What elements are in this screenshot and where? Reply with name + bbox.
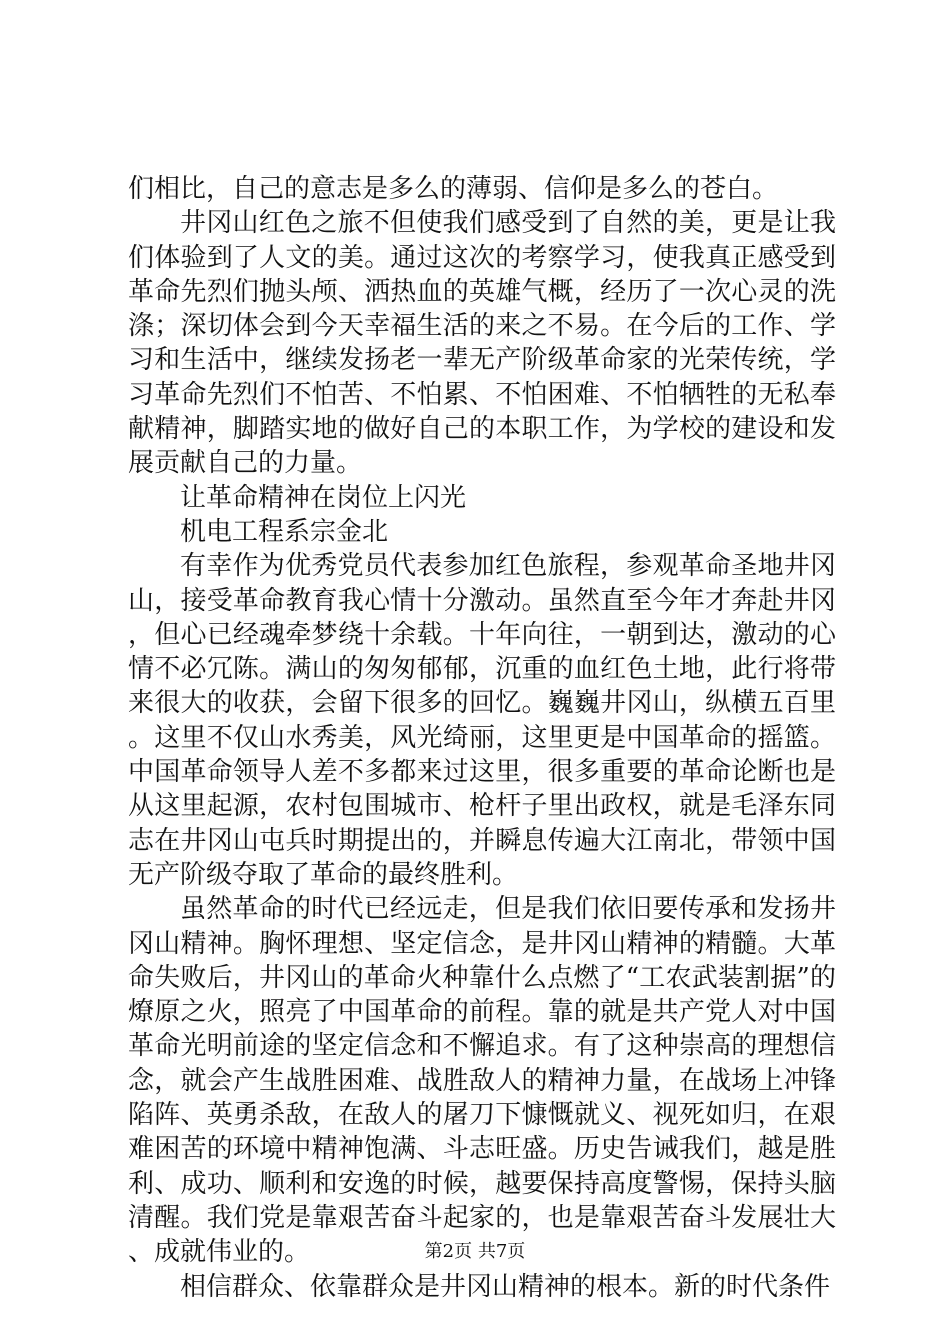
- article-title: 让革命精神在岗位上闪光: [180, 482, 467, 513]
- paragraph-red-journey: 有幸作为优秀党员代表参加红色旅程，参观革命圣地井冈山，接受革命教育我心情十分激动。虽然直至今年才奔赴井冈，但心已经魂牵梦绕十余载。十年向往，一朝到达，激动的心情不必冗陈。满山的匆匆郁郁，沉重的血红色土地，此行将带来很大的收获，会留下很多的回忆。巍巍井冈山，纵横五百里。这里不仅山水秀美，风光绮丽，这里更是中国革命的摇篮。中国革命领导人差不多都来过这里，很多重要的革命论断也是从这里起源，农村包围城市、枪杆子里出政权，就是毛泽东同志在井冈山屯兵时期提出的，并瞬息传遍大江南北，带领中国无产阶级夺取了革命的最终胜利。: [128, 551, 836, 890]
- paragraph-trust-masses: 相信群众、依靠群众是井冈山精神的根本。新的时代条件: [180, 1271, 831, 1302]
- paragraph-continuation: 们相比，自己的意志是多么的薄弱、信仰是多么的苍白。: [128, 174, 779, 204]
- paragraph-jinggangshan-trip: 井冈山红色之旅不但使我们感受到了自然的美，更是让我们体验到了人文的美。通过这次的考察学习，使我真正感受到革命先烈们抛头颅、洒热血的英雄气概，经历了一次心灵的洗涤；深切体会到今天幸福生活的来之不易。在今后的工作、学习和生活中，继续发扬老一辈无产阶级革命家的光荣传统，学习革命先烈们不怕苦、不怕累、不怕困难、不怕牺牲的无私奉献精神，脚踏实地的做好自己的本职工作，为学校的建设和发展贡献自己的力量。: [128, 208, 836, 479]
- article-author: 机电工程系宗金北: [180, 516, 389, 547]
- page-number-footer: 第2页 共7页: [424, 1241, 526, 1262]
- document-body: [128, 172, 836, 1304]
- paragraph-jinggangshan-spirit: 虽然革命的时代已经远走，但是我们依旧要传承和发扬井冈山精神。胸怀理想、坚定信念，是井冈山精神的精髓。大革命失败后，井冈山的革命火种靠什么点燃了“工农武装割据”的燎原之火，照亮了中国革命的前程。靠的就是共产党人对中国革命光明前途的坚定信念和不懈追求。有了这种崇高的理想信念，就会产生战胜困难、战胜敌人的精神力量，在战场上冲锋陷阵、英勇杀敌，在敌人的屠刀下慷慨就义、视死如归，在艰难困苦的环境中精神饱满、斗志旺盛。历史告诫我们，越是胜利、成功、顺利和安逸的时候，越要保持高度警惕，保持头脑清醒。我们党是靠艰苦奋斗起家的，也是靠艰苦奋斗发展壮大、成就伟业的。: [128, 894, 836, 1268]
